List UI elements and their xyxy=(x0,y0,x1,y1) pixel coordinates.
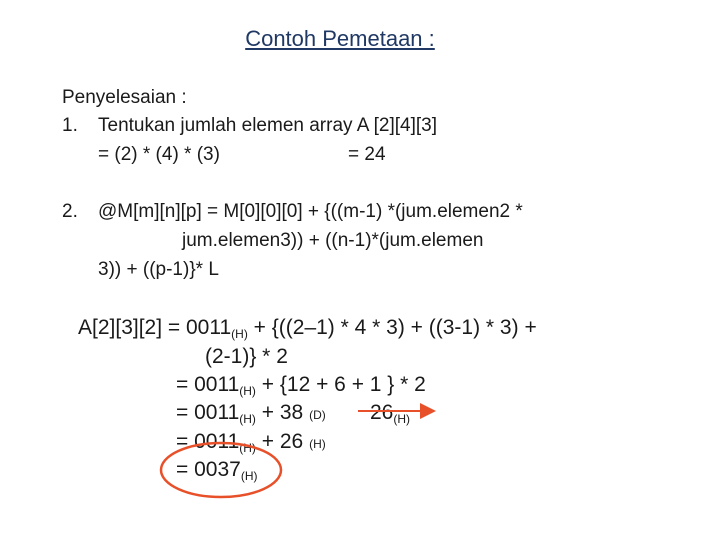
formula-line-1: @M[m][n][p] = M[0][0][0] + {((m-1) *(jum.elemen2 * xyxy=(98,201,523,222)
example-line-5: = $0011_{(H)} + 26$ (H) xyxy=(176,430,326,455)
item-1-text: Tentukan jumlah elemen array A [2][4][3] xyxy=(98,115,438,136)
formula-line-2: jum.elemen3)) + ((n-1)*(jum.elemen xyxy=(182,230,484,251)
item-1-number: 1. xyxy=(62,115,78,136)
item-1-result: = 24 xyxy=(348,144,386,165)
section-label: Penyelesaian : xyxy=(62,87,187,108)
formula-line-3: 3)) + ((p-1)}* L xyxy=(98,259,219,280)
item-1-calc: = (2) * (4) * (3) xyxy=(98,144,220,165)
example-line-4: = $0011_{(H)} + 38$ (D) xyxy=(176,401,326,426)
slide-title: Contoh Pemetaan : xyxy=(245,26,435,51)
item-2-number: 2. xyxy=(62,201,78,222)
example-line-3: = $0011_{(H)} + \{12 + 6 + 1$ } * 2 xyxy=(176,373,426,398)
final-result: = $0037_{(H)}$ xyxy=(176,458,258,483)
hex-conversion: $26_{(H)}$ xyxy=(370,401,411,426)
example-line-1: $A[2][3][2] = 0011_{(H)} + \{((2-1) * 4 * 3) + ((3-1) * 3)$ + xyxy=(78,316,537,341)
example-line-2: (2-1)} * 2 xyxy=(205,345,288,368)
